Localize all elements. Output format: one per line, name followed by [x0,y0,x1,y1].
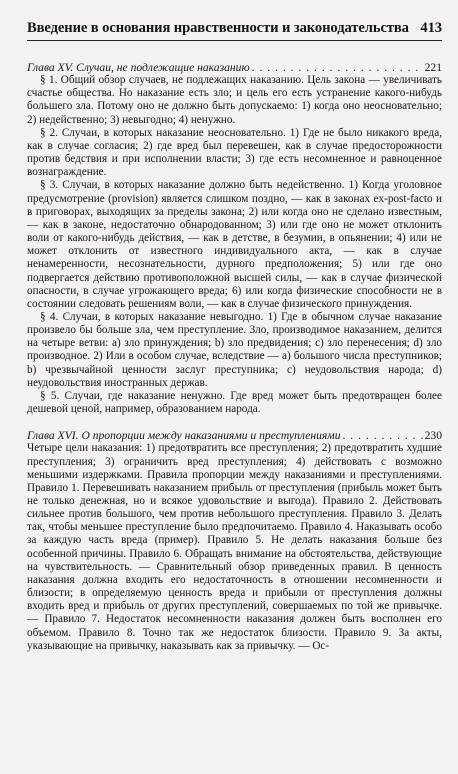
paragraph-section-4: § 4. Случаи, в которых наказание невыгодно. 1) Где в обычном случае наказание произвело бы больше зла, чем преступление. Зло, производимое наказанием, делится на четыре ветви: a) зло принуждения; b) зло предвидения; c) зло перенесения; d) зло производное. 2) Или в особом случае, вследствие — a) большого числа преступников; b) чрезвычайной ценности заслуг преступника; c) неудовольствия народа; d) неудовольствия иностранных держав. [27,310,442,389]
page-content [27,41,442,653]
paragraph-section-2: § 2. Случаи, в которых наказание неосновательно. 1) Где не было никакого вреда, как в случае согласия; 2) где вред был перевешен, как в случае предосторожности против бедствия и при исполнении власти; 3) где есть несомненное и равноценное вознаграждение. [27,126,442,179]
paragraph-section-1: § 1. Общий обзор случаев, не подлежащих наказанию. Цель закона — увеличивать счастье общества. Но наказание есть зло; и цель его есть устранение какого-нибудь большего зла. Потому оно не должно быть допускаемо: 1) когда оно неосновательно; 2) недейственно; 3) невыгодно; 4) ненужно. [27,74,442,126]
leader-dots [343,429,423,442]
leader-dots [252,61,423,74]
chapter-15-heading [27,61,442,74]
chapter-16-section [27,429,442,653]
chapter-16-heading [27,429,442,442]
chapter-16-title: Глава XVI. О пропорции между наказаниями и преступлениями [27,429,341,443]
chapter-15-section [27,61,442,416]
chapter-15-title: Глава XV. Случаи, не подлежащие наказанию [27,61,250,74]
header-title: Введение в основания нравственности и законодательства [27,20,409,36]
header-page-number: 413 [420,20,442,36]
running-header [27,0,442,41]
chapter-15-page: 221 [424,61,442,74]
chapter-16-page: 230 [424,429,442,443]
chapter-16-summary: Четыре цели наказания: 1) предотвратить все преступления; 2) предотвратить худшие преступления; 3) ограничить вред преступления; 4) действовать с возможно меньшими издержками. Правила пропорции между наказаниями и преступлениями. Правило 1. Перевешивать наказанием прибыль от преступления (прибыль может быть не только денежная, но и всякое удовольствие и выгода). Правило 2. Действовать сильнее против большого, чем против небольшого преступления. Правило 3. Делать так, чтобы меньшее преступление было предпочитаемо. Правило 4. Наказывать особо за каждую часть вреда (пример). Правило 5. Не делать наказания больше без особенной причины. Правило 6. Обращать внимание на обстоятельства, действующие на чувствительность. — Сравнительный обзор приведенных правил. В ценность наказания должна входить его недостаточность в отношении несомненности и близости; в определяемую ценность вреда и прибыли от преступления должны входить вред и прибыль от других преступлений, совершаемых по той же привычке. — Правило 7. Недостаток несомненности наказания должен быть восполнен его объемом. Правило 8. Точно так же недостаток близости. Правило 9. За акты, указывающие на привычку, наказывать как за привычку. — Ос- [27,442,442,652]
paragraph-section-5: § 5. Случаи, где наказание ненужно. Где вред может быть предотвращен более дешевой ценой, например, образованием народа. [27,389,442,416]
paragraph-section-3: § 3. Случаи, в которых наказание должно быть недейственно. 1) Когда уголовное предусмотрение (provision) является слишком поздно, — как в законах ex-post-facto и в приговорах, выходящих за пределы закона; 2) или когда оно не сделано известным, — как в законе, недостаточно обнародованном; 3) или где оно не может отклонить воли от какого-нибудь действия, — как в детстве, в безумии, в опьянении; 4) или не может отклонить от известного индивидуального акта, — как в случае ненамеренности, несознательности, дурного предположения; 5) или где оно подвергается действию противоположной высшей силы, — как в случае физической опасности, в случае угрожающего вреда; 6) или когда физические способности не в состоянии следовать решениям воли, — как в случае физического принуждения. [27,179,442,310]
